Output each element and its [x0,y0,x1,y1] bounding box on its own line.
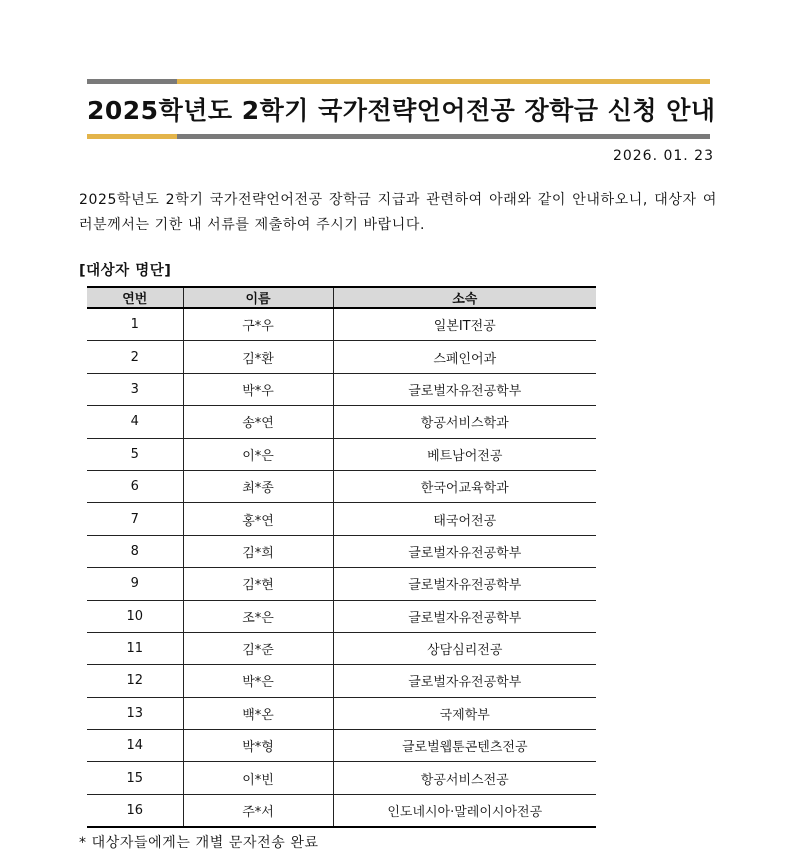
cell-number: 14 [87,730,183,762]
cell-department: 항공서비스전공 [333,762,596,794]
cell-name: 김*환 [183,341,333,373]
intro-paragraph: 2025학년도 2학기 국가전략언어전공 장학금 지급과 관련하여 아래와 같이 안내하오니, 대상자 여러분께서는 기한 내 서류를 제출하여 주시기 바랍니다. [79,192,717,233]
cell-name: 송*연 [183,406,333,438]
cell-department: 베트남어전공 [333,438,596,470]
cell-department: 스페인어과 [333,341,596,373]
cell-department: 태국어전공 [333,503,596,535]
cell-name: 김*준 [183,632,333,664]
cell-name: 구*우 [183,308,333,341]
header-rule-bottom-gray [177,134,710,139]
cell-name: 이*은 [183,438,333,470]
table-row [87,730,596,762]
table-row [87,503,596,535]
section-title-recipients: [대상자 명단] [79,263,172,279]
cell-department: 항공서비스학과 [333,406,596,438]
table-row [87,308,596,341]
table-row [87,632,596,664]
table-row [87,470,596,502]
cell-number: 6 [87,470,183,502]
cell-number: 5 [87,438,183,470]
cell-name: 주*서 [183,794,333,827]
cell-number: 10 [87,600,183,632]
cell-number: 13 [87,697,183,729]
cell-department: 한국어교육학과 [333,470,596,502]
table-row [87,697,596,729]
cell-name: 백*온 [183,697,333,729]
header-rule-top-gray [87,79,177,84]
table-row [87,568,596,600]
header-rule-top-gold [177,79,710,84]
cell-name: 홍*연 [183,503,333,535]
table-header-row [87,287,596,308]
column-header-department: 소속 [333,287,596,308]
table-row [87,535,596,567]
cell-department: 글로벌자유전공학부 [333,600,596,632]
cell-number: 15 [87,762,183,794]
table-row [87,600,596,632]
column-header-name: 이름 [183,287,333,308]
cell-department: 글로벌자유전공학부 [333,665,596,697]
table-row [87,794,596,827]
cell-department: 국제학부 [333,697,596,729]
cell-number: 16 [87,794,183,827]
cell-number: 11 [87,632,183,664]
cell-name: 이*빈 [183,762,333,794]
cell-name: 최*종 [183,470,333,502]
cell-department: 인도네시아·말레이시아전공 [333,794,596,827]
table-row [87,438,596,470]
cell-department: 글로벌자유전공학부 [333,568,596,600]
document-date: 2026. 01. 23 [612,148,714,164]
cell-name: 박*형 [183,730,333,762]
cell-name: 조*은 [183,600,333,632]
cell-name: 박*우 [183,373,333,405]
cell-department: 글로벌자유전공학부 [333,373,596,405]
column-header-number: 연번 [87,287,183,308]
cell-number: 7 [87,503,183,535]
cell-name: 김*희 [183,535,333,567]
table-row [87,406,596,438]
cell-number: 3 [87,373,183,405]
document-title: 2025학년도 2학기 국가전략언어전공 장학금 신청 안내 [87,96,716,125]
cell-number: 4 [87,406,183,438]
table-row [87,665,596,697]
table-row [87,341,596,373]
cell-department: 글로벌웹툰콘텐츠전공 [333,730,596,762]
cell-name: 김*현 [183,568,333,600]
cell-number: 1 [87,308,183,341]
recipients-table [87,286,596,828]
footnote: * 대상자들에게는 개별 문자전송 완료 [79,835,319,851]
cell-number: 9 [87,568,183,600]
cell-department: 글로벌자유전공학부 [333,535,596,567]
cell-number: 8 [87,535,183,567]
cell-department: 일본IT전공 [333,308,596,341]
cell-number: 12 [87,665,183,697]
header-rule-bottom-gold [87,134,177,139]
table-row [87,762,596,794]
table-row [87,373,596,405]
cell-name: 박*은 [183,665,333,697]
cell-department: 상담심리전공 [333,632,596,664]
cell-number: 2 [87,341,183,373]
